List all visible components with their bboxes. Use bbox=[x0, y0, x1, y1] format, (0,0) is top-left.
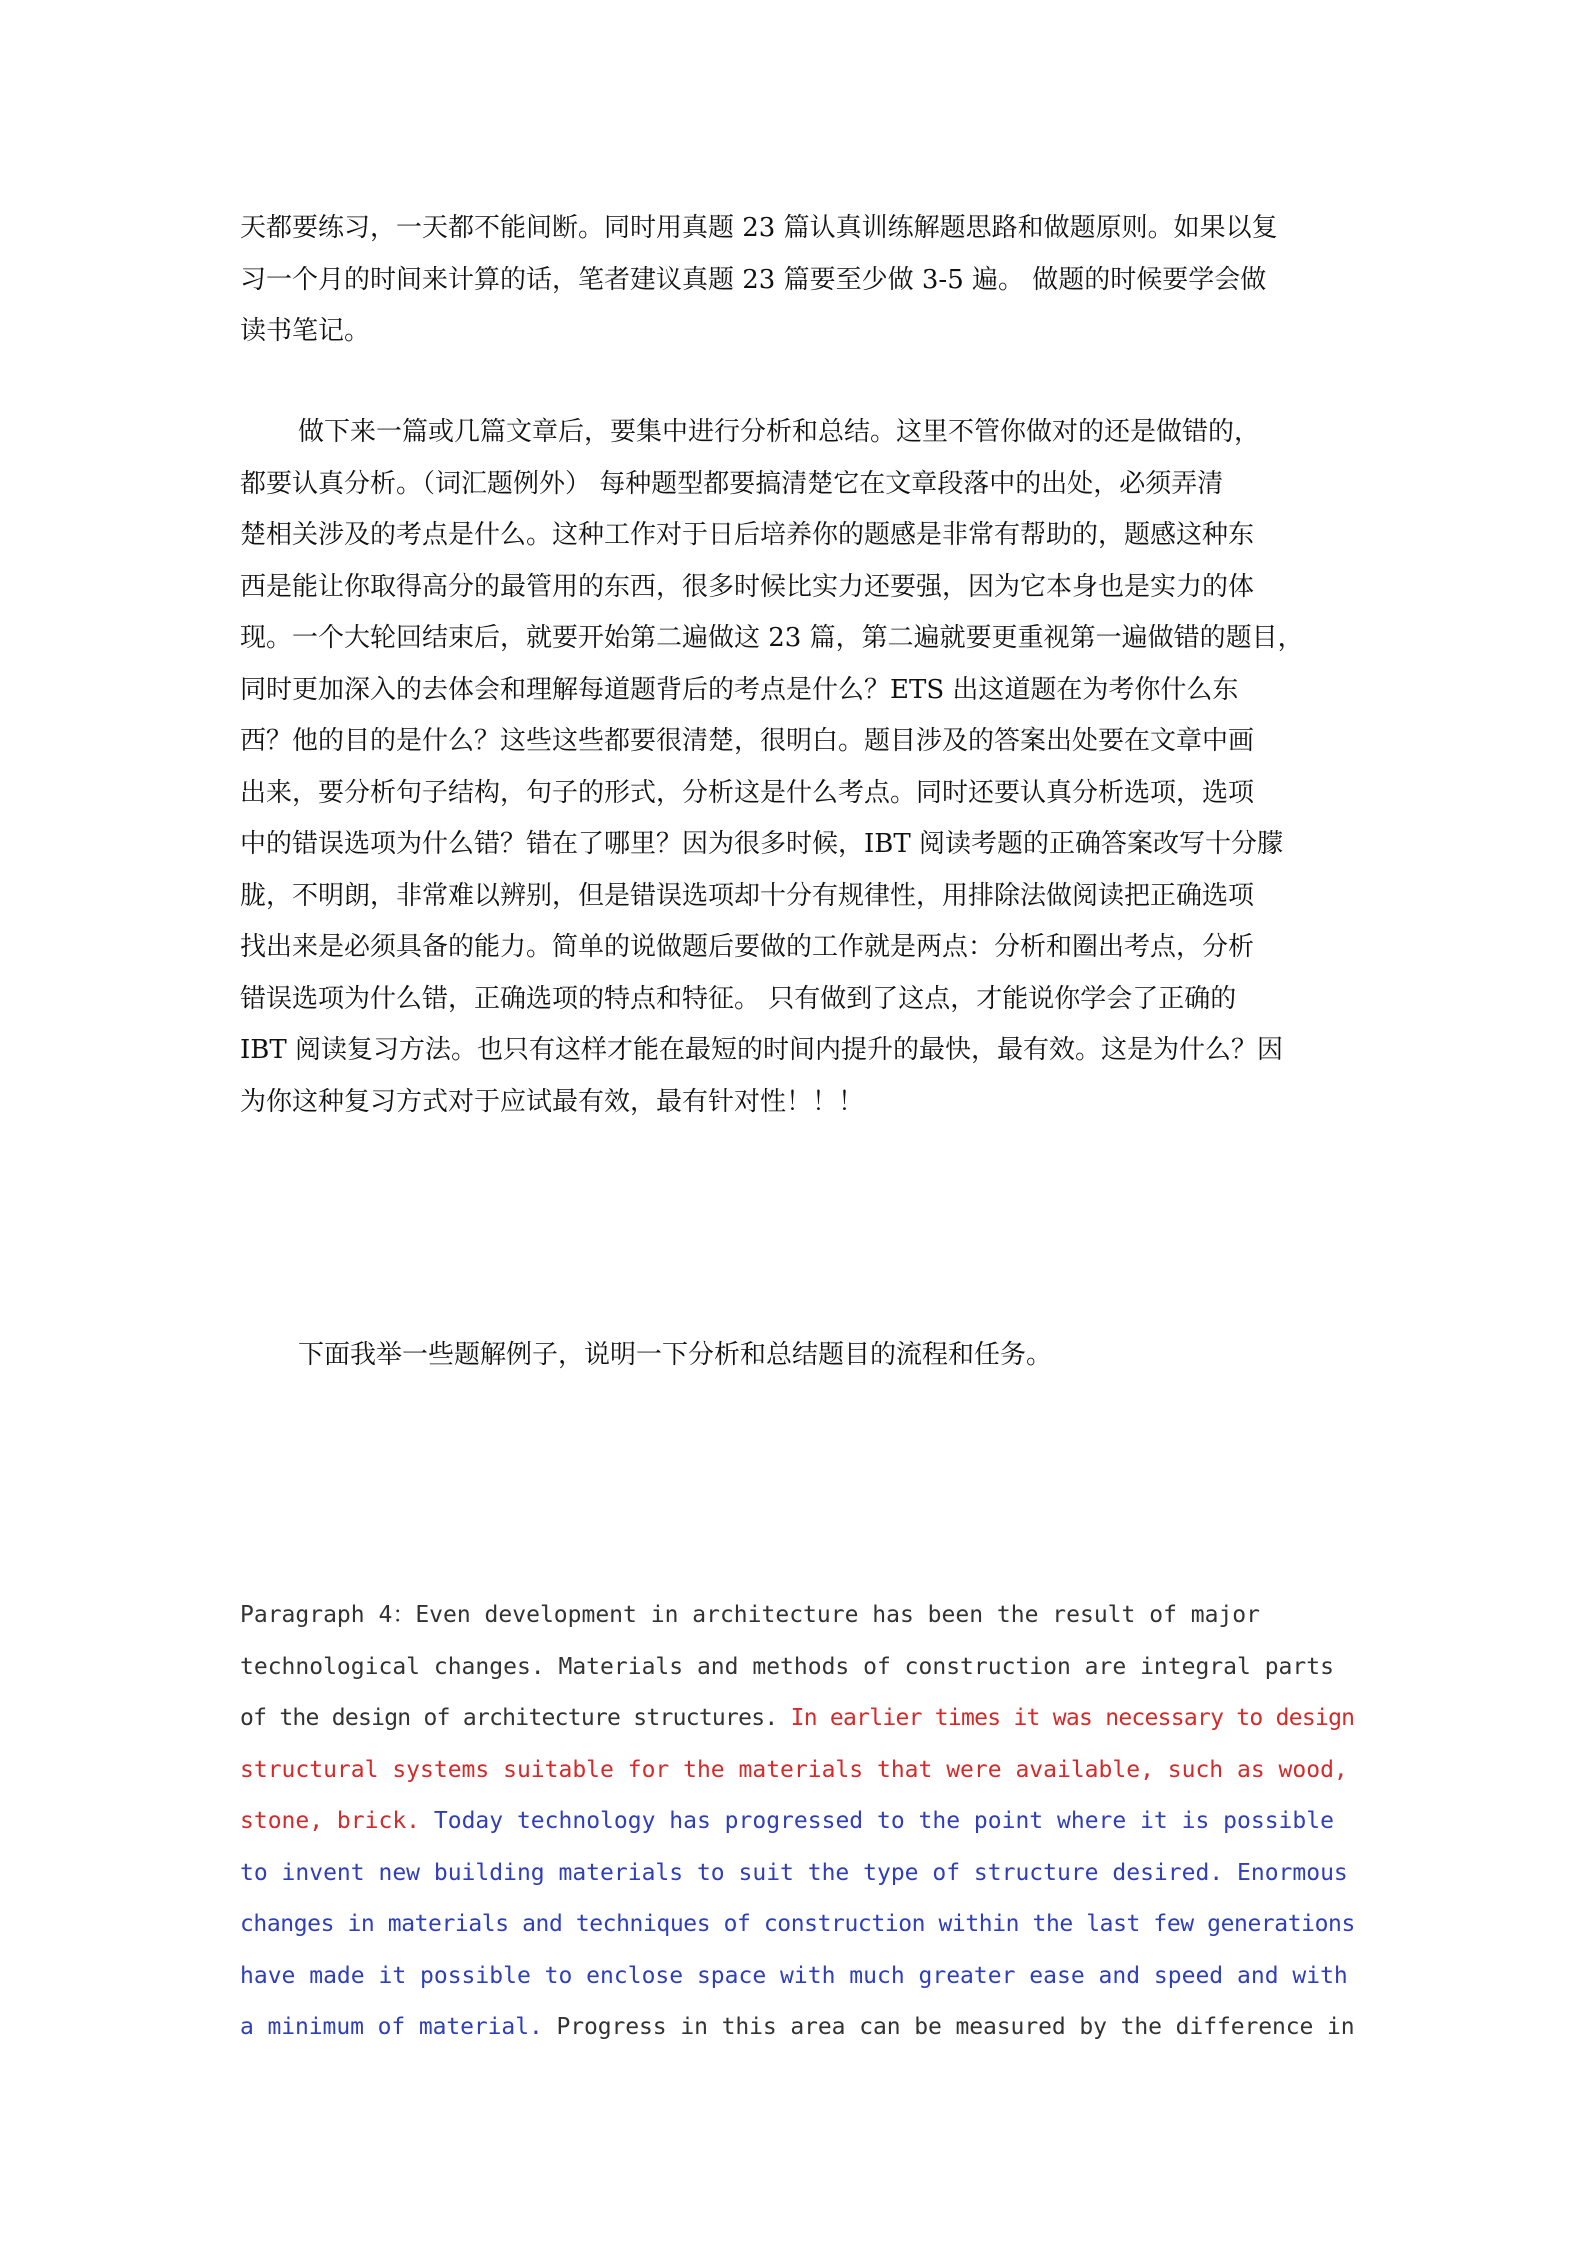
paragraph-4-segment-red: In earlier times it was necessary to design bbox=[790, 1705, 1355, 1731]
paragraph-2-line: 中的错误选项为什么错？错在了哪里？因为很多时候，IBT 阅读考题的正确答案改写十分朦 bbox=[240, 829, 1283, 859]
paragraph-2-line: 错误选项为什么错，正确选项的特点和特征。 只有做到了这点，才能说你学会了正确的 bbox=[240, 983, 1237, 1014]
paragraph-4-segment-blue: Today technology has progressed to the point where it is possible bbox=[433, 1808, 1334, 1834]
paragraph-4-segment-blue: changes in materials and techniques of construction within the last few generations bbox=[240, 1911, 1355, 1937]
paragraph-4-line bbox=[240, 1951, 1355, 2003]
paragraph-4-segment-black: Paragraph 4：Even development in architecture has been the result of major bbox=[240, 1602, 1260, 1628]
paragraph-2-line: 楚相关涉及的考点是什么。这种工作对于日后培养你的题感是非常有帮助的，题感这种东 bbox=[240, 520, 1255, 550]
paragraph-3-line: 下面我举一些题解例子，说明一下分析和总结题目的流程和任务。 bbox=[298, 1340, 1053, 1370]
paragraph-4-line bbox=[240, 1642, 1355, 1694]
paragraph-1-line: 天都要练习，一天都不能间断。同时用真题 23 篇认真训练解题思路和做题原则。如果以复 bbox=[240, 213, 1278, 243]
paragraph-4-line bbox=[240, 1745, 1355, 1797]
paragraph-2-line: 胧，不明朗，非常难以辨别，但是错误选项却十分有规律性，用排除法做阅读把正确选项 bbox=[240, 880, 1255, 911]
paragraph-4-segment-blue: to invent new building materials to suit the type of structure desired. Enormous bbox=[240, 1859, 1348, 1886]
paragraph-4-line bbox=[240, 1899, 1355, 1951]
paragraph-1 bbox=[240, 203, 1355, 358]
paragraph-2-line: 现。一个大轮回结束后，就要开始第二遍做这 23 篇，第二遍就要更重视第一遍做错的题目， bbox=[240, 623, 1304, 653]
paragraph-4-segment-red: stone, brick. bbox=[240, 1808, 434, 1834]
paragraph-2-line: 为你这种复习方式对于应试最有效，最有针对性！！！ bbox=[240, 1086, 865, 1117]
paragraph-4-line bbox=[240, 1848, 1355, 1900]
paragraph-2-line: 西？他的目的是什么？这些这些都要很清楚，很明白。题目涉及的答案出处要在文章中画 bbox=[240, 726, 1255, 756]
paragraph-4-segment-black: of the design of architecture structures. bbox=[240, 1705, 791, 1731]
paragraph-4-segment-blue: a minimum of material. bbox=[240, 2014, 557, 2040]
paragraph-4-line bbox=[240, 1796, 1355, 1848]
paragraph-2-line: IBT 阅读复习方法。也只有这样才能在最短的时间内提升的最快，最有效。这是为什么？因 bbox=[240, 1035, 1283, 1065]
paragraph-1-line: 读书笔记。 bbox=[240, 316, 371, 346]
paragraph-4-line bbox=[240, 1693, 1355, 1745]
paragraph-4-segment-blue: have made it possible to enclose space with much greater ease and speed and with bbox=[240, 1962, 1348, 1989]
paragraph-2-line: 找出来是必须具备的能力。简单的说做题后要做的工作就是两点：分析和圈出考点，分析 bbox=[240, 932, 1255, 962]
paragraph-2-line: 西是能让你取得高分的最管用的东西，很多时候比实力还要强，因为它本身也是实力的体 bbox=[240, 571, 1255, 602]
paragraph-4-english bbox=[240, 1590, 1355, 2054]
paragraph-2-line: 出来，要分析句子结构，句子的形式，分析这是什么考点。同时还要认真分析选项，选项 bbox=[240, 777, 1255, 808]
paragraph-2-line: 同时更加深入的去体会和理解每道题背后的考点是什么？ETS 出这道题在为考你什么东 bbox=[240, 674, 1239, 705]
paragraph-2-line: 都要认真分析。（词汇题例外） 每种题型都要搞清楚它在文章段落中的出处，必须弄清 bbox=[240, 468, 1224, 499]
paragraph-4-segment-red: structural systems suitable for the materials that were available, such as wood, bbox=[240, 1756, 1348, 1783]
paragraph-4-segment-black: technological changes. Materials and methods of construction are integral parts bbox=[240, 1653, 1334, 1680]
paragraph-4-line bbox=[240, 1590, 1355, 1642]
paragraph-4-segment-black: Progress in this area can be measured by the difference in bbox=[556, 2014, 1355, 2040]
paragraph-4-line bbox=[240, 2002, 1355, 2054]
paragraph-2 bbox=[240, 407, 1355, 1128]
paragraph-3 bbox=[240, 1330, 1355, 1382]
paragraph-1-line: 习一个月的时间来计算的话，笔者建议真题 23 篇要至少做 3-5 遍。 做题的时候要学会做 bbox=[240, 264, 1267, 295]
paragraph-2-line: 做下来一篇或几篇文章后，要集中进行分析和总结。这里不管你做对的还是做错的， bbox=[298, 417, 1261, 447]
